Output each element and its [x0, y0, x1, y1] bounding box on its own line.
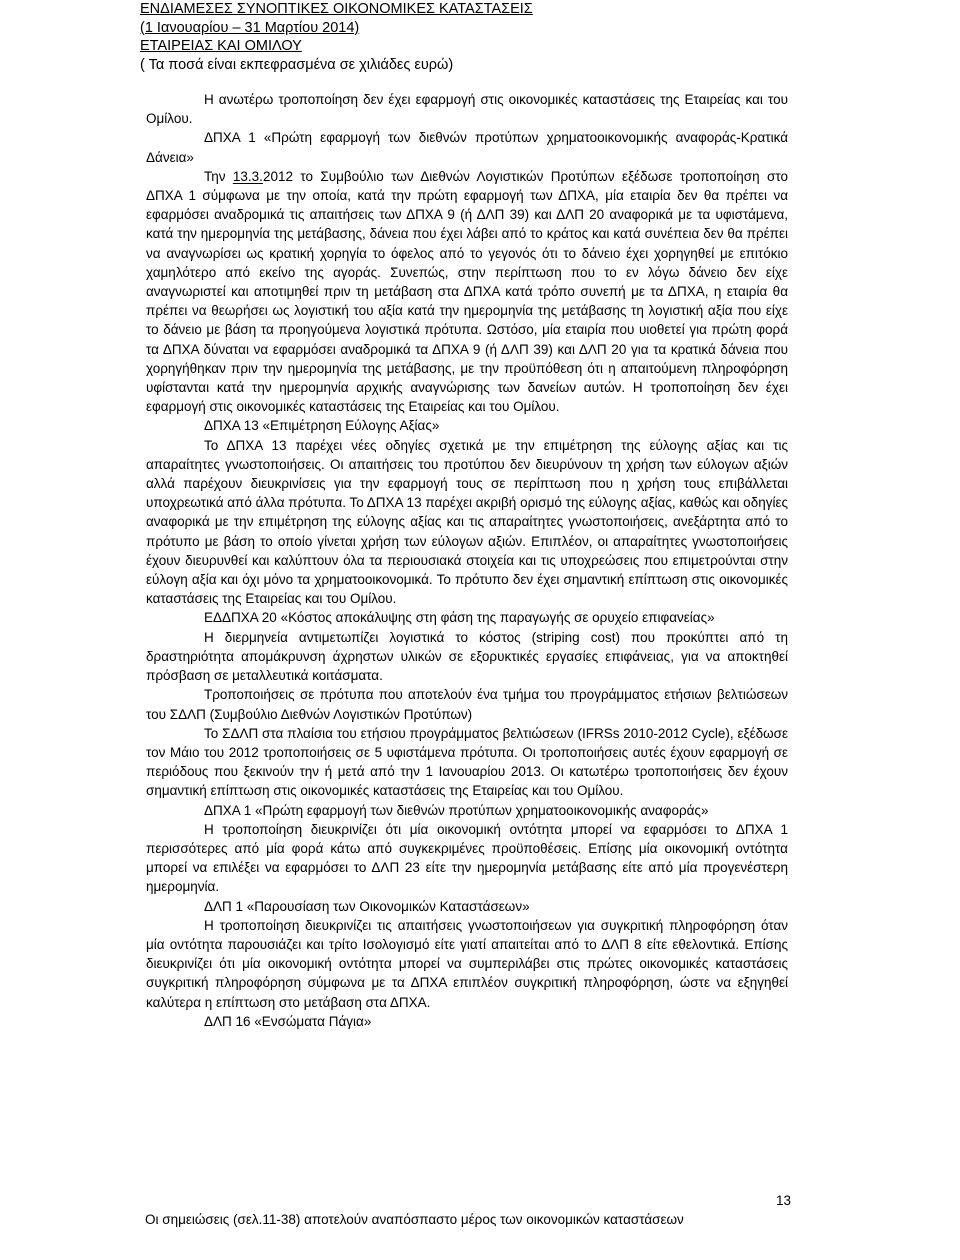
section-heading: ΕΔΔΠΧΑ 20 «Κόστος αποκάλυψης στη φάση της παραγωγής σε ορυχείο επιφανείας»: [204, 610, 715, 626]
paragraph: Η διερμηνεία αντιμετωπίζει λογιστικά το κόστος (striping cost) που προκύπτει από τη δραστηριότητα απομάκρυνση άχρηστων υλικών σε εξορυκτικές εργασίες επιφάνειας, για να αποκτηθεί πρόσβαση σε μεταλλευτικά κοιτάσματα.: [146, 629, 788, 684]
paragraph: Η ανωτέρω τροποποίηση δεν έχει εφαρμογή στις οικονομικές καταστάσεις της Εταιρείας και του Ομίλου.: [146, 92, 788, 127]
paragraph: Η τροποποίηση διευκρινίζει τις απαιτήσεις γνωστοποιήσεων για συγκριτική πληροφόρηση όταν μία οντότητα παρουσιάζει και τρίτο Ισολογισμό είτε γιατί απαιτείται από το ΔΛΠ 8 είτε εθελοντικά. Επίσης διευκρινίζει ότι μία οικονομική οντότητα μπορεί να συμπεριλάβει στις πρώτες οικονομικές καταστάσεις συγκριτική πληροφόρηση σύμφωνα με τα ΔΠΧΑ επιπλέον συγκριτική πληροφόρηση, ώστε να εξηγηθεί καλύτερα η επίπτωση στο μετάβαση στα ΔΠΧΑ.: [146, 917, 788, 1010]
highlighted-date: 13.3.: [232, 168, 263, 184]
text-span: Την: [204, 168, 233, 184]
document-body: [146, 90, 788, 1031]
footer-note: Οι σημειώσεις (σελ.11-38) αποτελούν αναπόσπαστο μέρος των οικονομικών καταστάσεων: [145, 1212, 684, 1227]
text-span: 2012 το Συμβούλιο των Διεθνών Λογιστικών Προτύπων εξέδωσε τροποποίηση στο ΔΠΧΑ 1 σύμφωνα με την οποία, κατά την πρώτη εφαρμογή των ΔΠΧΑ, μία εταιρία δεν θα πρέπει να εφαρμόσει αναδρομικά τις απαιτήσεις των ΔΠΧΑ 9 (ή ΔΛΠ 39) και ΔΛΠ 20 αναφορικά με τα υφιστάμενα, κατά την ημερομηνία της μετάβασης, δάνεια που έχει λάβει από το κράτος και κατά συνέπεια δεν θα πρέπει να αναγνωρίσει ως κρατική χορηγία το όφελος από το γεγονός ότι το δάνειο έχει χορηγηθεί με επιτόκιο χαμηλότερο από εκείνο της αγοράς. Συνεπώς, στην περίπτωση που το εν λόγω δάνειο δεν είχε αναγνωριστεί και αποτιμηθεί πριν τη μετάβαση στα ΔΠΧΑ κατά τρόπο συνεπή με τα ΔΠΧΑ, η εταιρία θα πρέπει να θεωρήσει ως λογιστική του αξία κατά την ημερομηνία της μετάβασης τη λογιστική αξία που είχε το δάνειο με βάση τα προηγούμενα λογιστικά πρότυπα. Ωστόσο, μία εταιρία που υιοθετεί για πρώτη φορά τα ΔΠΧΑ δύναται να εφαρμόσει αναδρομικά τα ΔΠΧΑ 9 (ή ΔΛΠ 39) και ΔΛΠ 20 για τα κρατικά δάνεια που χορηγήθηκαν πριν την ημερομηνία της μετάβασης, με την προϋπόθεση ότι η απαιτούμενη πληροφόρηση υφίστανται κατά την ημερομηνία αρχικής αναγνώρισης των δανείων αυτών. Η τροποποίηση δεν έχει εφαρμογή στις οικονομικές καταστάσεις της Εταιρείας και του Ομίλου.: [146, 168, 788, 415]
section-heading: ΔΠΧΑ 13 «Επιμέτρηση Εύλογης Αξίας»: [204, 418, 440, 434]
section-heading: ΔΠΧΑ 1 «Πρώτη εφαρμογή των διεθνών προτύπων χρηματοοικονομικής αναφοράς-Κρατικά Δάνεια»: [146, 130, 788, 165]
header-title: ΕΝΔΙΑΜΕΣΕΣ ΣΥΝΟΠΤΙΚΕΣ ΟΙΚΟΝΟΜΙΚΕΣ ΚΑΤΑΣΤΑΣΕΙΣ: [140, 1, 533, 17]
page-number: 13: [776, 1193, 792, 1208]
header-amounts-note: ( Τα ποσά είναι εκπεφρασμένα σε χιλιάδες ευρώ): [140, 56, 454, 73]
header-period: (1 Ιανουαρίου – 31 Μαρτίου 2014): [140, 19, 360, 36]
document-header: [140, 0, 533, 74]
section-heading: ΔΛΠ 1 «Παρουσίαση των Οικονομικών Καταστάσεων»: [204, 898, 530, 914]
paragraph: Η τροποποίηση διευκρινίζει ότι μία οικονομική οντότητα μπορεί να εφαρμόσει το ΔΠΧΑ 1 περισσότερες από μία φορά κάτω από συγκεκριμένες προϋποθέσεις. Επίσης μία οικονομική οντότητα μπορεί να επιλέξει να εφαρμόσει το ΔΛΠ 23 είτε την ημερομηνία μετάβασης είτε από μία προγενέστερη ημερομηνία.: [146, 821, 788, 895]
section-heading: ΔΠΧΑ 1 «Πρώτη εφαρμογή των διεθνών προτύπων χρηματοοικονομικής αναφοράς»: [204, 802, 709, 818]
paragraph: Το ΣΔΛΠ στα πλαίσια του ετήσιου προγράμματος βελτιώσεων (IFRSs 2010-2012 Cycle), εξέδωσε τον Μάιο του 2012 τροποποιήσεις σε 5 υφιστάμενα πρότυπα. Οι τροποποιήσεις αυτές έχουν εφαρμογή σε περιόδους που ξεκινούν την ή μετά από την 1 Ιανουαρίου 2013. Οι κατωτέρω τροποποιήσεις δεν έχουν σημαντική επίπτωση στις οικονομικές καταστάσεις της Εταιρείας και του Ομίλου.: [146, 725, 788, 799]
paragraph: [146, 167, 788, 417]
paragraph: Το ΔΠΧΑ 13 παρέχει νέες οδηγίες σχετικά με την επιμέτρηση της εύλογης αξίας και τις απαραίτητες γνωστοποιήσεις. Οι απαιτήσεις του προτύπου δεν διευρύνουν τη χρήση των εύλογων αξιών αλλά παρέχουν διευκρινίσεις για την εφαρμογή τους σε περίπτωση που η χρήση τους επιβάλλεται υποχρεωτικά από άλλα πρότυπα. Το ΔΠΧΑ 13 παρέχει ακριβή ορισμό της εύλογης αξίας, καθώς και οδηγίες αναφορικά με την επιμέτρηση της εύλογης αξίας και τις απαραίτητες γνωστοποιήσεις, ανεξάρτητα από το πρότυπο με βάση το οποίο γίνεται χρήση των εύλογων αξιών. Επιπλέον, οι απαραίτητες γνωστοποιήσεις έχουν διευρυνθεί και καλύπτουν όλα τα περιουσιακά στοιχεία και τις υποχρεώσεις που επιμετρούνται στην εύλογη αξία και όχι μόνο τα χρηματοοικονομικά. Το πρότυπο δεν έχει σημαντική επίπτωση στις οικονομικές καταστάσεις της Εταιρείας και του Ομίλου.: [146, 437, 788, 607]
section-heading: ΔΛΠ 16 «Ενσώματα Πάγια»: [204, 1013, 372, 1029]
header-entity: ΕΤΑΙΡΕΙΑΣ ΚΑΙ ΟΜΙΛΟΥ: [140, 38, 302, 54]
paragraph: Τροποποιήσεις σε πρότυπα που αποτελούν ένα τμήμα του προγράμματος ετήσιων βελτιώσεων του ΣΔΛΠ (Συμβούλιο Διεθνών Λογιστικών Προτύπων): [146, 687, 788, 722]
